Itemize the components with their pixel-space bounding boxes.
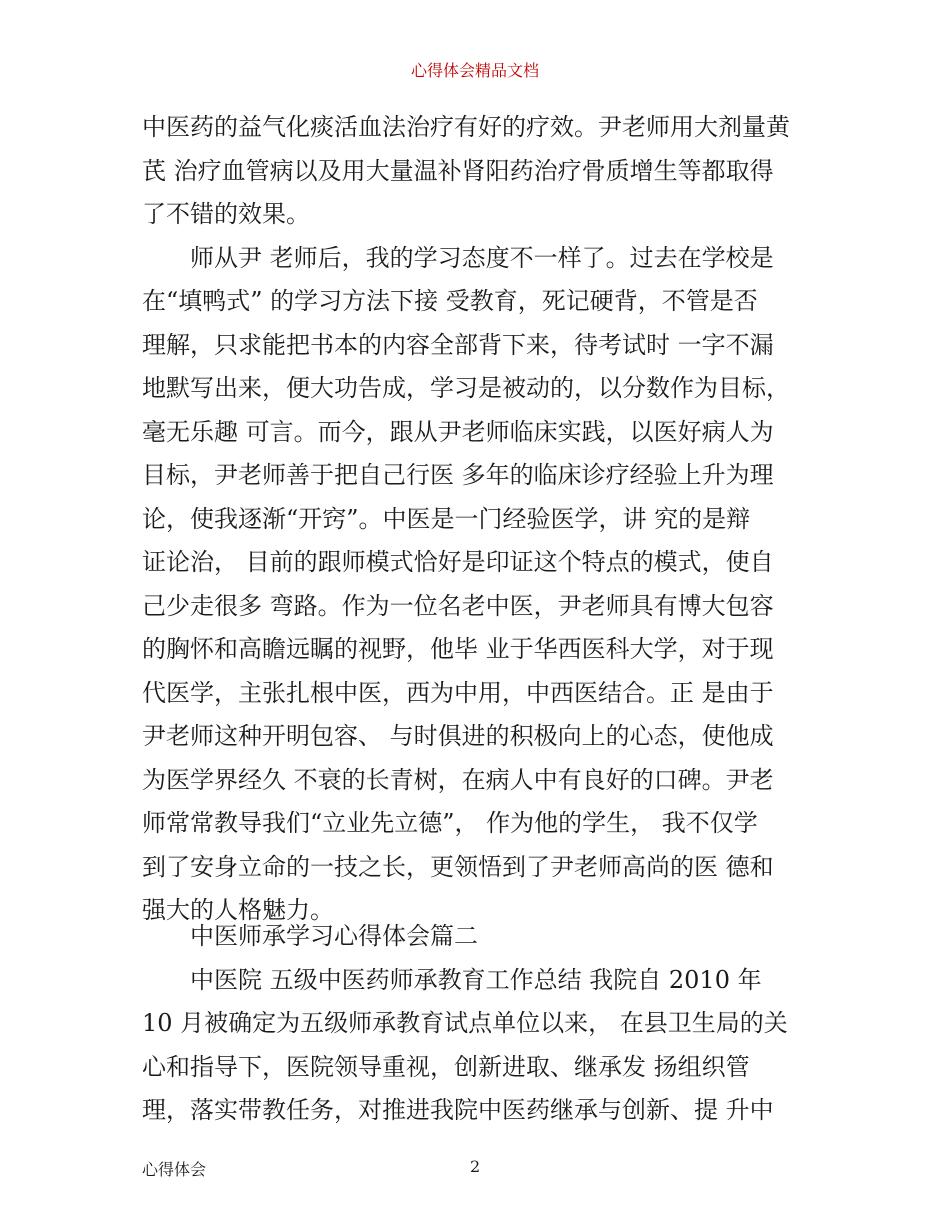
footer-label: 心得体会 (142, 1160, 207, 1179)
text-line: 师从尹 老师后，我的学习态度不一样了。过去在学校是 (190, 243, 774, 272)
paragraph-3 (142, 959, 812, 1133)
text-line: 心和指导下，医院领导重视，创新进取、继承发 扬组织管 (142, 1052, 750, 1081)
text-line: 己少走很多 弯路。作为一位名老中医，尹老师具有博大包容 (142, 591, 774, 620)
text-line: 到了安身立命的一技之长，更领悟到了尹老师高尚的医 德和 (142, 852, 774, 881)
text-line: 理，落实带教任务，对推进我院中医药继承与创新、提 升中 (142, 1096, 774, 1124)
text-line: 尹老师这种开明包容、 与时俱进的积极向上的心态，使他成 (142, 722, 774, 750)
text-line: 在“填鸭式” 的学习方法下接 受教育，死记硬背，不管是否 (142, 287, 758, 315)
paragraph-2 (142, 237, 812, 933)
text-line: 为医学界经久 不衰的长青树，在病人中有良好的口碑。尹老 (142, 765, 774, 794)
text-line: 证论治， 目前的跟师模式恰好是印证这个特点的模式，使自 (142, 548, 774, 576)
text-line: 毫无乐趣 可言。而今，跟从尹老师临床实践，以医好病人为 (142, 417, 774, 446)
text-line: 了不错的效果。 (142, 200, 310, 228)
text-line: 中医药的益气化痰活血法治疗有好的疗效。尹老师用大剂量黄 (142, 113, 790, 141)
paragraph-1 (142, 106, 812, 237)
text-line: 师常常教导我们“立业先立德”， 作为他的学生， 我不仅学 (142, 809, 758, 837)
text-line: 论，使我逐渐“开窍”。中医是一门经验医学，讲 究的是辩 (142, 504, 751, 533)
text-line: 的胸怀和高瞻远瞩的视野，他毕 业于华西医科大学，对于现 (142, 635, 774, 663)
text-line: 代医学，主张扎根中医，西为中用，中西医结合。正 是由于 (142, 678, 774, 707)
text-line: 强大的人格魅力。 (142, 896, 334, 924)
section-heading (142, 915, 812, 959)
text-line: 中医院 五级中医药师承教育工作总结 我院自 2010 年 (190, 965, 762, 994)
text-line: 目标，尹老师善于把自己行医 多年的临床诊疗经验上升为理 (142, 461, 774, 489)
text-line: 地默写出来，便大功告成，学习是被动的，以分数作为目标， (142, 374, 790, 402)
page-number: 2 (470, 1157, 481, 1176)
text-line: 理解，只求能把书本的内容全部背下来，待考试时 一字不漏 (142, 330, 774, 359)
text-line: 10 月被确定为五级师承教育试点单位以来， 在县卫生局的关 (142, 1009, 788, 1037)
text-line: 芪 治疗血管病以及用大量温补肾阳药治疗骨质增生等都取得 (142, 156, 774, 185)
section-heading-text: 中医师承学习心得体会篇二 (190, 922, 478, 950)
document-header-title: 心得体会精品文档 (410, 61, 539, 80)
